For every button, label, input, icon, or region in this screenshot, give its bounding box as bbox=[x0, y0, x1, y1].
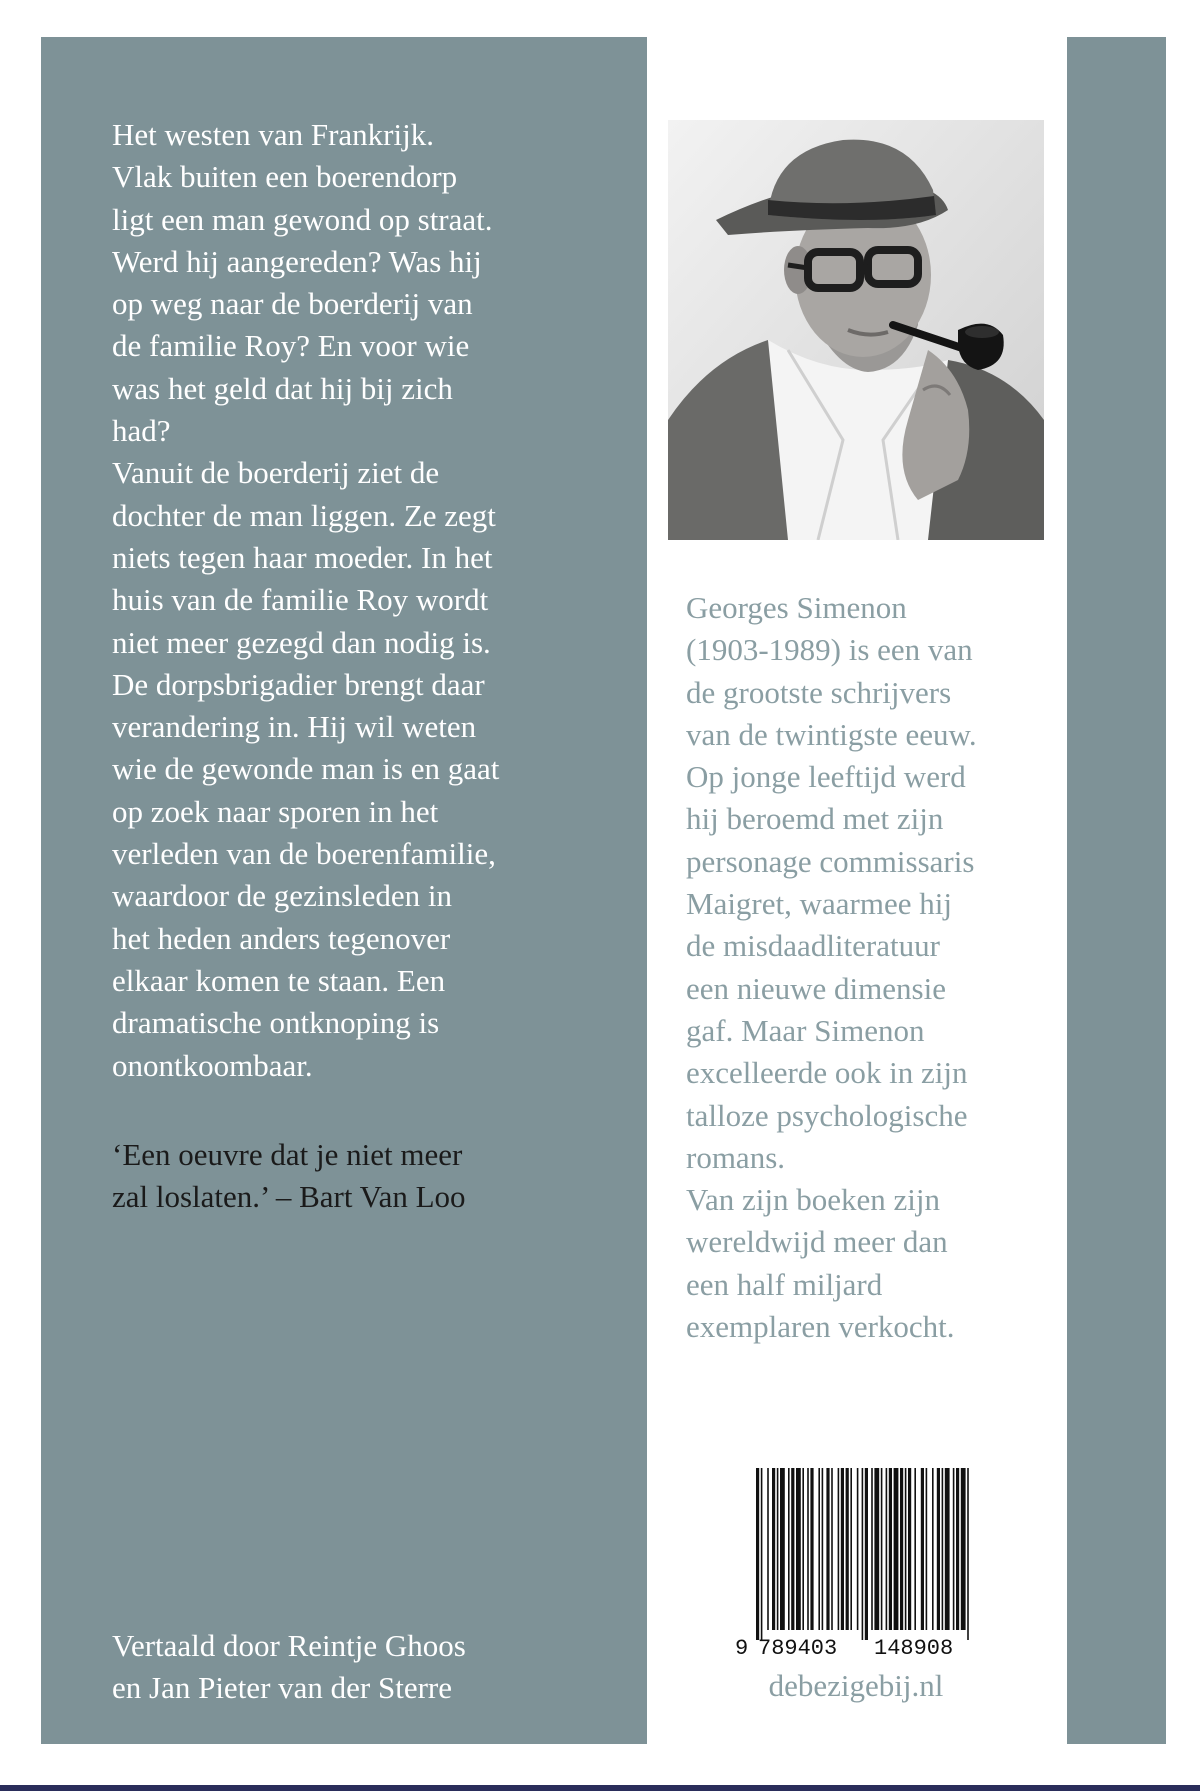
barcode-bar bbox=[810, 1468, 813, 1630]
isbn-digit-group-right: 148908 bbox=[874, 1636, 954, 1658]
isbn-barcode bbox=[726, 1468, 996, 1658]
barcode-bar bbox=[850, 1468, 852, 1630]
author-bio bbox=[686, 587, 1056, 1348]
barcode-bar bbox=[767, 1468, 769, 1630]
barcode-bar bbox=[802, 1468, 804, 1630]
barcode-bar bbox=[846, 1468, 849, 1630]
barcode-bar bbox=[937, 1468, 940, 1630]
blurb-paragraph: Het westen van Frankrijk. Vlak buiten een boerendorp ligt een man gewond op straat. Werd hij aangereden? Was hij op weg naar de boerderij van de familie Roy? En voor wie was het geld dat hij bij zich had? bbox=[112, 117, 493, 449]
barcode-bar bbox=[900, 1468, 903, 1630]
barcode-bar bbox=[818, 1468, 820, 1630]
barcode-bar bbox=[967, 1468, 969, 1640]
barcode-bar bbox=[874, 1468, 879, 1630]
translator-credit: Vertaald door Reintje Ghoos en Jan Pieter van der Sterre bbox=[112, 1628, 466, 1705]
spine-strip bbox=[1067, 37, 1166, 1744]
publisher-website[interactable]: debezigebij.nl bbox=[768, 1668, 944, 1703]
barcode-bar bbox=[905, 1468, 907, 1630]
barcode-bar bbox=[871, 1468, 873, 1630]
barcode-bar bbox=[914, 1468, 916, 1630]
barcode-bar bbox=[926, 1468, 928, 1630]
barcode-bar bbox=[857, 1468, 859, 1630]
author-photo bbox=[668, 120, 1044, 540]
barcode-bar bbox=[894, 1468, 899, 1630]
barcode-bar bbox=[780, 1468, 785, 1630]
barcode-bar bbox=[772, 1468, 775, 1630]
review-quote: ‘Een oeuvre dat je niet meer zal loslaten.’ – Bart Van Loo bbox=[112, 1137, 466, 1214]
bio-paragraph: Georges Simenon (1903-1989) is een van de grootste schrijvers van de twintigste eeuw. Op jonge leeftijd werd hij beroemd met zijn personage commissaris Maigret, waarmee hij de misdaadliteratuur een nieuwe dimensie gaf. Maar Simenon excelleerde ook in zijn talloze psychologische romans. bbox=[686, 590, 977, 1175]
barcode-bar bbox=[862, 1468, 864, 1640]
barcode-bar bbox=[761, 1468, 763, 1640]
barcode-bar bbox=[886, 1468, 888, 1630]
barcode-bar bbox=[942, 1468, 944, 1630]
barcode-bar bbox=[756, 1468, 759, 1640]
barcode-bar bbox=[791, 1468, 794, 1630]
barcode-bar bbox=[831, 1468, 833, 1630]
isbn-digit-first: 9 bbox=[735, 1636, 749, 1658]
blurb-paragraph: Vanuit de boerderij ziet de dochter de man liggen. Ze zegt niets tegen haar moeder. In het huis van de familie Roy wordt niet meer gezegd dan nodig is. De dorpsbrigadier brengt daar verandering in. Hij wil weten wie de gewonde man is en gaat op zoek naar sporen in het verleden van de boerenfamilie, waardoor de gezinsleden in het heden anders tegenover elkaar komen te staan. Een dramatische ontknoping is onontkoombaar. bbox=[112, 455, 500, 1083]
barcode-bar bbox=[953, 1468, 955, 1630]
barcode-bar bbox=[881, 1468, 883, 1630]
barcode-bar bbox=[838, 1468, 840, 1630]
barcode-bar bbox=[788, 1468, 790, 1630]
barcode-bar bbox=[777, 1468, 779, 1630]
barcode-bar bbox=[956, 1468, 959, 1630]
author-portrait-icon bbox=[668, 120, 1044, 540]
barcode-bar bbox=[961, 1468, 966, 1630]
barcode-bar bbox=[841, 1468, 844, 1630]
barcode-bar bbox=[826, 1468, 829, 1630]
barcode-bar bbox=[908, 1468, 911, 1630]
barcode-bar bbox=[932, 1468, 934, 1630]
isbn-digit-group-left: 789403 bbox=[758, 1636, 838, 1658]
barcode-bar bbox=[945, 1468, 950, 1630]
barcode-bar bbox=[865, 1468, 868, 1640]
bottom-border bbox=[0, 1785, 1200, 1791]
isbn-barcode-icon bbox=[726, 1468, 996, 1658]
barcode-bar bbox=[822, 1468, 824, 1630]
book-blurb bbox=[112, 114, 632, 1087]
barcode-bar bbox=[921, 1468, 924, 1630]
bio-paragraph: Van zijn boeken zijn wereldwijd meer dan een half miljard exemplaren verkocht. bbox=[686, 1182, 955, 1345]
barcode-bar bbox=[807, 1468, 809, 1630]
barcode-bar bbox=[889, 1468, 892, 1630]
barcode-bar bbox=[796, 1468, 801, 1630]
